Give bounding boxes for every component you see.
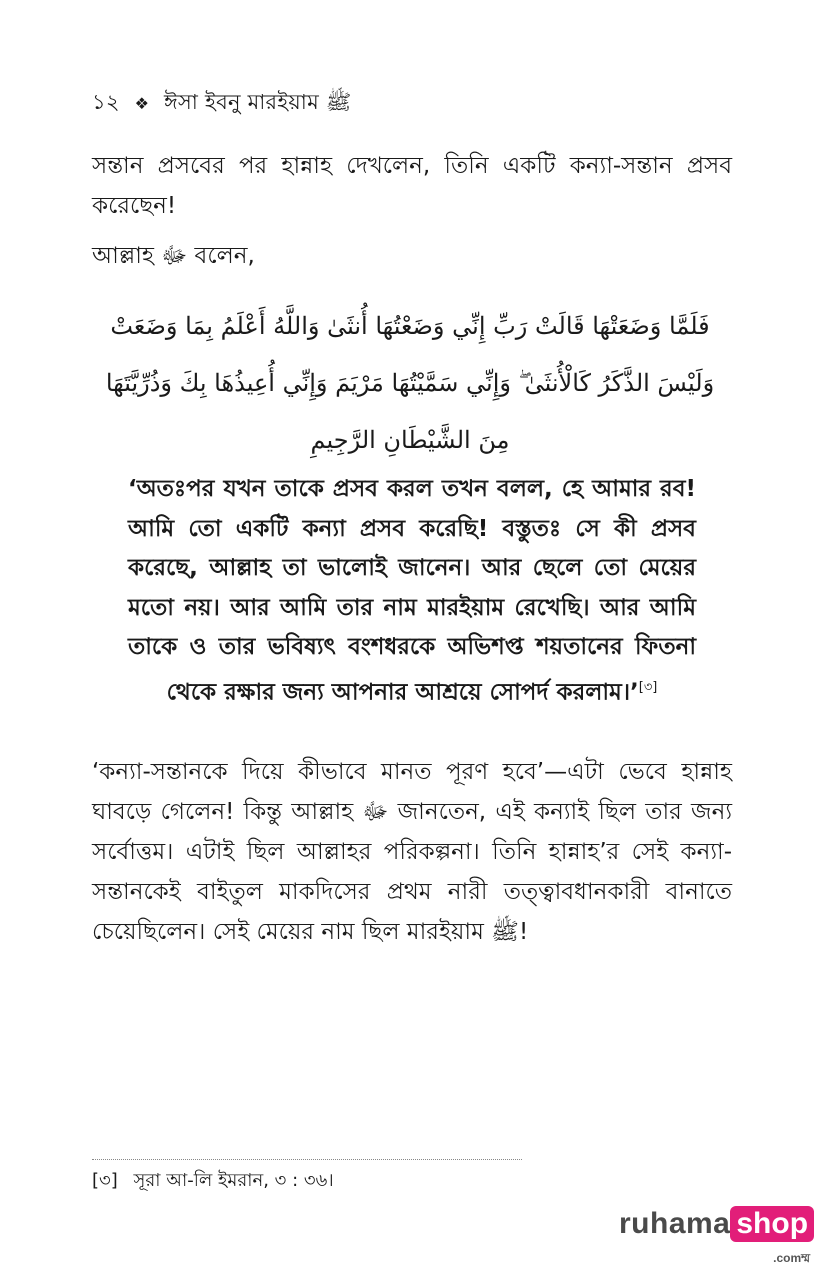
book-title: ঈসা ইবনু মারইয়াম ﷺ xyxy=(164,90,352,114)
footnote xyxy=(92,1166,334,1197)
translation-quote xyxy=(128,470,696,713)
arabic-line-3: مِنَ الشَّيْطَانِ الرَّجِيمِ xyxy=(310,426,510,454)
paragraph-2: আল্লাহ ﷻ বলেন, xyxy=(92,243,255,269)
arabic-verse xyxy=(105,298,715,469)
footnote-divider xyxy=(92,1159,522,1160)
footnote-ref: [৩] xyxy=(638,679,658,695)
footnote-marker: [৩] xyxy=(92,1170,118,1191)
logo-domain: .comম্ম xyxy=(773,1251,811,1265)
arabic-line-2: وَلَيْسَ الذَّكَرُ كَالْأُنثَىٰ ۖ وَإِنِّي سَمَّيْتُهَا مَرْيَمَ وَإِنِّي أُعِيذُهَا بِكَ وَذُرِّيَّتَهَا xyxy=(105,369,715,397)
arabic-line-1: فَلَمَّا وَضَعَتْهَا قَالَتْ رَبِّ إِنِّي وَضَعْتُهَا أُنثَىٰ وَاللَّهُ أَعْلَمُ بِمَا وَضَعَتْ xyxy=(110,312,710,340)
quote-text: ‘অতঃপর যখন তাকে প্রসব করল তখন বলল, হে আমার রব! আমি তো একটি কন্যা প্রসব করেছি! বস্তুতঃ সে কী প্রসব করেছে, আল্লাহ তা ভালোই জানেন। আর ছেলে তো মেয়ের মতো নয়। আর আমি তার নাম মারইয়াম রেখেছি। আর আমি তাকে ও তার ভবিষ্যৎ বংশধরকে অভিশপ্ত শয়তানের ফিতনা থেকে রক্ষার জন্য আপনার আশ্রয়ে সোপর্দ করলাম।’ xyxy=(128,476,696,706)
publisher-logo xyxy=(619,1206,814,1265)
paragraph-1: সন্তান প্রসবের পর হান্নাহ দেখলেন, তিনি একটি কন্যা-সন্তান প্রসব করেছেন! xyxy=(92,153,732,219)
logo-word: ruhama xyxy=(619,1207,731,1240)
page-header xyxy=(92,86,351,121)
logo-box-text: shop xyxy=(736,1207,809,1240)
separator-icon: ❖ xyxy=(134,94,150,113)
paragraph-3: ‘কন্যা-সন্তানকে দিয়ে কীভাবে মানত পূরণ হবে’—এটা ভেবে হান্নাহ ঘাবড়ে গেলেন! কিন্তু আল্লাহ ﷻ জানতেন, এই কন্যাই ছিল তার জন্য সর্বোত্তম। এটাই ছিল আল্লাহর পরিকল্পনা। তিনি হান্নাহ’র সেই কন্যা-সন্তানকেই বাইতুল মাকদিসের প্রথম নারী তত্ত্বাবধানকারী বানাতে চেয়েছিলেন। সেই মেয়ের নাম ছিল মারইয়াম ﷺ! xyxy=(92,759,733,945)
page-number: ১২ xyxy=(92,90,120,114)
logo-box xyxy=(730,1206,814,1265)
footnote-text: সূরা আ-লি ইমরান, ৩ : ৩৬। xyxy=(133,1170,334,1191)
